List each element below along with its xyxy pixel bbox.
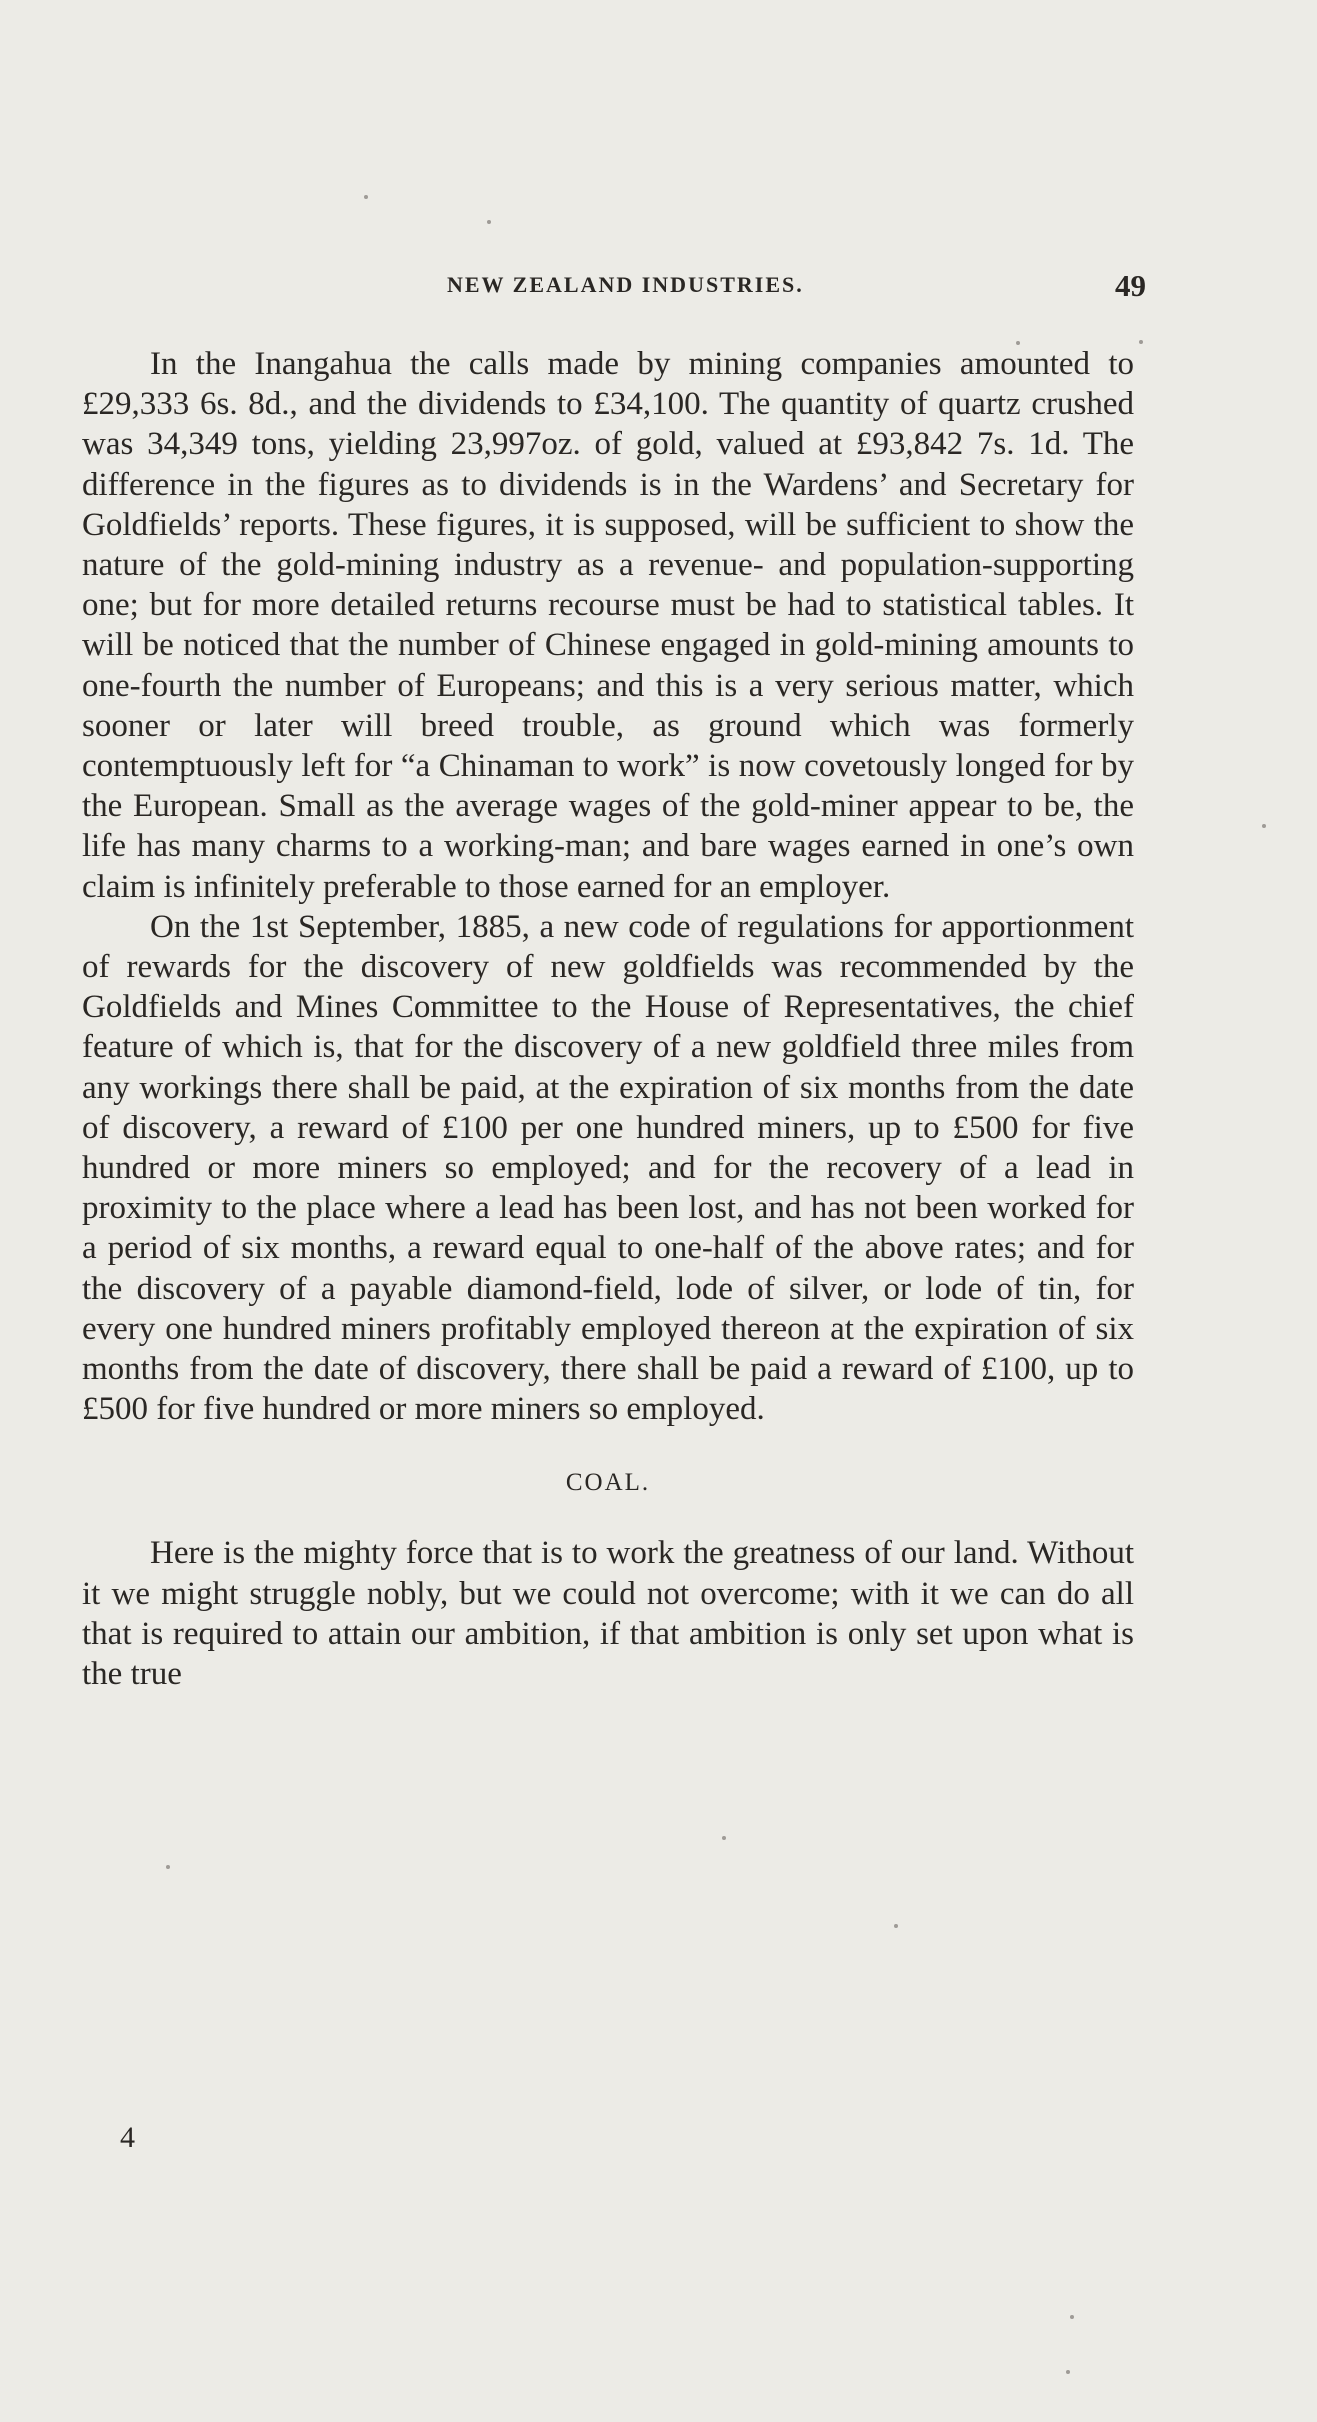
page-body: [82, 344, 1134, 1694]
paper-speck: [1139, 340, 1143, 344]
section-heading-coal: COAL.: [565, 1469, 651, 1497]
running-header: [0, 268, 1317, 308]
paper-speck: [1262, 824, 1266, 828]
paragraph-rewards-regulations: On the 1st September, 1885, a new code of regulations for apportionment of rewards for the discovery of new goldfields was recommended by the Goldfields and Mines Committee to the House of Representatives, the chief feature of which is, that for the discovery of a new goldfield three miles from any workings there shall be paid, at the expiration of six months from the date of discovery, a reward of £100 per one hundred miners, up to £500 for five hundred or more miners so employed; and for the recovery of a lead in proximity to the place where a lead has been lost, and has not been worked for a period of six months, a reward equal to one-half of the above rates; and for the discovery of a payable diamond-field, lode of silver, or lode of tin, for every one hundred miners profitably employed thereon at the expiration of six months from the date of discovery, there shall be paid a reward of £100, up to £500 for five hundred or more miners so employed.: [82, 908, 1134, 1428]
running-title: NEW ZEALAND INDUSTRIES.: [447, 272, 804, 297]
paper-speck: [1070, 2315, 1074, 2319]
paper-speck: [722, 1836, 726, 1840]
page-number: 49: [1115, 268, 1146, 303]
paper-speck: [166, 1865, 170, 1869]
paper-speck: [487, 220, 491, 224]
paper-speck: [364, 195, 368, 199]
paper-speck: [1016, 341, 1020, 345]
signature-mark: 4: [120, 2121, 135, 2154]
paper-speck: [894, 1924, 898, 1928]
paragraph-coal: Here is the mighty force that is to work the greatness of our land. Without it we might struggle nobly, but we could not overcome; with it we can do all that is required to attain our ambition, if that ambition is only set upon what is the true: [82, 1535, 1134, 1693]
paper-speck: [1066, 2370, 1070, 2374]
paragraph-inangahua: In the Inangahua the calls made by mining companies amounted to £29,333 6s. 8d., and the dividends to £34,100. The quantity of quartz crushed was 34,349 tons, yielding 23,997oz. of gold, valued at £93,842 7s. 1d. The difference in the figures as to dividends is in the Wardens’ and Secretary for Goldfields’ reports. These figures, it is supposed, will be sufficient to show the nature of the gold-mining industry as a revenue- and population-supporting one; but for more detailed returns recourse must be had to statistical tables. It will be noticed that the number of Chinese engaged in gold-mining amounts to one-fourth the number of Europeans; and this is a very serious matter, which sooner or later will breed trouble, as ground which was formerly contemptuously left for “a Chinaman to work” is now covetously longed for by the European. Small as the average wages of the gold-miner appear to be, the life has many charms to a working-man; and bare wages earned in one’s own claim is infinitely preferable to those earned for an employer.: [82, 346, 1134, 905]
